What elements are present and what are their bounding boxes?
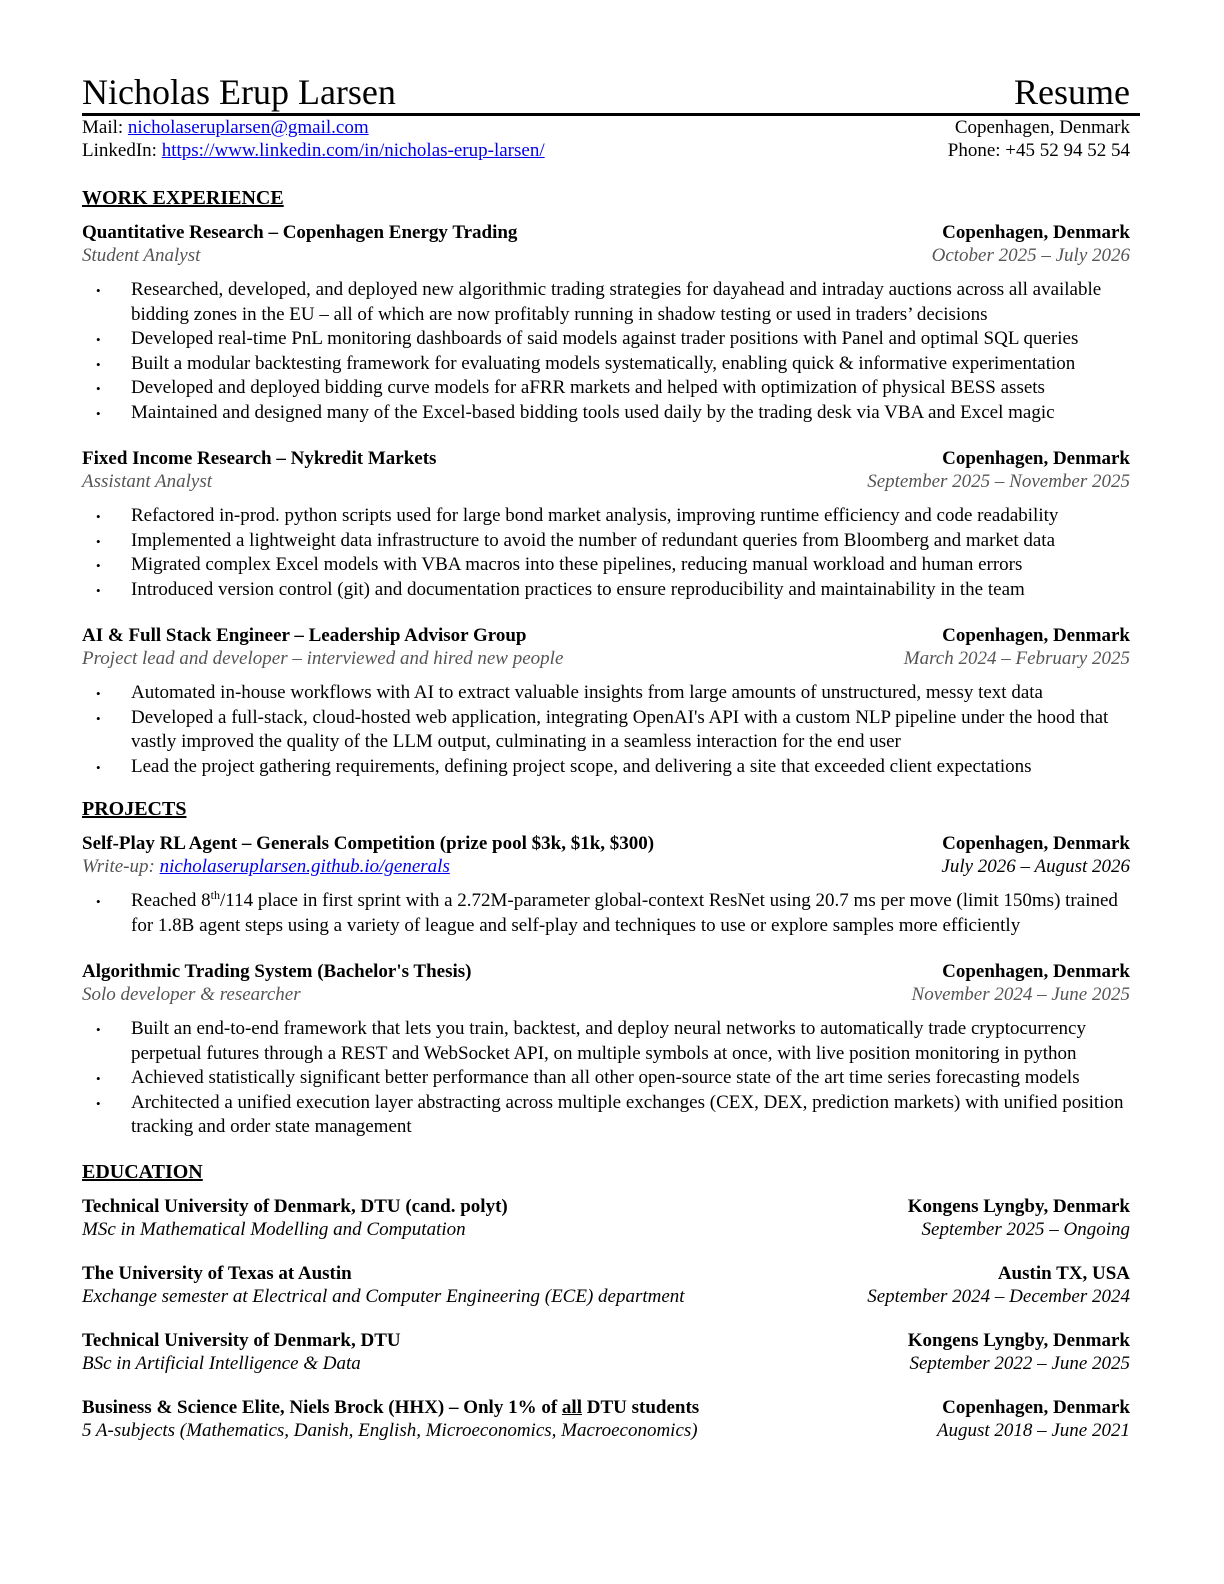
- education-entry: [82, 1195, 1130, 1241]
- education-dates: September 2024 – December 2024: [867, 1285, 1130, 1307]
- bullet-item: • Automated in-house workflows with AI to extract valuable insights from large amounts of unstructured, messy text data: [82, 681, 1130, 706]
- bullet-item: • Migrated complex Excel models with VBA macros into these pipelines, reducing manual workload and human errors: [82, 553, 1130, 578]
- job-bullets: [82, 504, 1130, 602]
- project-dates: July 2026 – August 2026: [941, 856, 1130, 877]
- section-title-work: WORK EXPERIENCE: [82, 187, 284, 209]
- education-entry: [82, 1329, 1130, 1375]
- job-dates: September 2025 – November 2025: [867, 471, 1130, 492]
- job-role: Project lead and developer – interviewed and hired new people: [82, 648, 564, 669]
- bullet-item: • Maintained and designed many of the Excel-based bidding tools used daily by the trading desk via VBA and Excel magic: [82, 401, 1130, 426]
- bullet-item: • Researched, developed, and deployed new algorithmic trading strategies for dayahead and intraday auctions across all available bidding zones in the EU – all of which are now profitably running in shadow testing or used in traders’ decisions: [82, 278, 1130, 327]
- work-entry: [82, 447, 1130, 602]
- bullet-item: • Developed a full-stack, cloud-hosted web application, integrating OpenAI's API with a custom NLP pipeline under the hood that vastly improved the quality of the LLM output, culminating in a seamless interaction for the end user: [82, 706, 1130, 755]
- degree-name: Exchange semester at Electrical and Computer Engineering (ECE) department: [82, 1285, 685, 1307]
- project-entry: [82, 832, 1130, 938]
- project-bullets: [82, 1017, 1130, 1140]
- mail-contact: [82, 116, 369, 139]
- school-name: Technical University of Denmark, DTU: [82, 1329, 401, 1351]
- job-title: Fixed Income Research – Nykredit Markets: [82, 448, 437, 469]
- bullet-item: • Lead the project gathering requirements, defining project scope, and delivering a site that exceeded client expectations: [82, 755, 1130, 780]
- section-title-education: EDUCATION: [82, 1160, 203, 1183]
- ordinal-suffix: th: [210, 888, 220, 902]
- bullet-item: • Built a modular backtesting framework for evaluating models systematically, enabling quick & informative experimentation: [82, 352, 1130, 377]
- writeup-link[interactable]: nicholaseruplarsen.github.io/generals: [159, 856, 450, 877]
- school-name-pre: Business & Science Elite, Niels Brock (HHX) – Only 1% of: [82, 1396, 562, 1418]
- job-dates: October 2025 – July 2026: [931, 245, 1130, 266]
- contact-row-2: [82, 139, 1130, 162]
- project-location: Copenhagen, Denmark: [942, 833, 1130, 854]
- document-label: Resume: [1014, 72, 1130, 112]
- job-location: Copenhagen, Denmark: [942, 625, 1130, 646]
- education-dates: September 2025 – Ongoing: [921, 1218, 1130, 1240]
- project-bullets: [82, 889, 1130, 938]
- job-title: Quantitative Research – Copenhagen Energy Trading: [82, 222, 518, 243]
- bullet-item: • Refactored in-prod. python scripts used for large bond market analysis, improving runtime efficiency and code readability: [82, 504, 1130, 529]
- education-dates: September 2022 – June 2025: [909, 1352, 1130, 1374]
- bullet-item: • Developed and deployed bidding curve models for aFRR markets and helped with optimization of physical BESS assets: [82, 376, 1130, 401]
- job-bullets: [82, 681, 1130, 779]
- school-name: Technical University of Denmark, DTU (cand. polyt): [82, 1195, 508, 1217]
- linkedin-label: LinkedIn:: [82, 140, 162, 161]
- school-name-post: DTU students: [581, 1396, 700, 1418]
- school-name: The University of Texas at Austin: [82, 1262, 352, 1284]
- work-entry: [82, 221, 1130, 425]
- degree-name: 5 A-subjects (Mathematics, Danish, English, Microeconomics, Macroeconomics): [82, 1419, 698, 1441]
- job-role: Assistant Analyst: [82, 471, 213, 492]
- school-name: [82, 1396, 699, 1419]
- location-text: Copenhagen, Denmark: [954, 117, 1130, 138]
- writeup-label: Write-up:: [82, 856, 160, 877]
- resume-page: [82, 72, 1130, 1463]
- mail-label: Mail:: [82, 117, 128, 138]
- phone-text: Phone: +45 52 94 52 54: [947, 140, 1130, 161]
- job-title: AI & Full Stack Engineer – Leadership Advisor Group: [82, 625, 527, 646]
- job-location: Copenhagen, Denmark: [942, 222, 1130, 243]
- project-dates: November 2024 – June 2025: [911, 984, 1130, 1005]
- job-location: Copenhagen, Denmark: [942, 448, 1130, 469]
- project-writeup: [82, 855, 450, 878]
- school-location: Copenhagen, Denmark: [942, 1396, 1130, 1418]
- project-title: Self-Play RL Agent – Generals Competition (prize pool $3k, $1k, $300): [82, 833, 655, 854]
- bullet-item: • Architected a unified execution layer abstracting across multiple exchanges (CEX, DEX, prediction markets) with unified position tracking and order state management: [82, 1091, 1130, 1140]
- school-location: Kongens Lyngby, Denmark: [907, 1329, 1130, 1351]
- candidate-name: Nicholas Erup Larsen: [82, 72, 396, 112]
- resume-header: [82, 72, 1130, 112]
- project-location: Copenhagen, Denmark: [942, 961, 1130, 982]
- mail-link[interactable]: nicholaseruplarsen@gmail.com: [127, 117, 369, 138]
- job-role: Student Analyst: [82, 245, 201, 266]
- project-role: Solo developer & researcher: [82, 984, 301, 1005]
- linkedin-contact: [82, 139, 545, 162]
- section-title-projects: PROJECTS: [82, 798, 187, 820]
- linkedin-link[interactable]: https://www.linkedin.com/in/nicholas-erup-larsen/: [161, 140, 545, 161]
- job-bullets: [82, 278, 1130, 425]
- work-entry: [82, 624, 1130, 779]
- bullet-item: • Achieved statistically significant better performance than all other open-source state of the art time series forecasting models: [82, 1066, 1130, 1091]
- bullet-item: • Introduced version control (git) and documentation practices to ensure reproducibility and maintainability in the team: [82, 578, 1130, 603]
- school-location: Austin TX, USA: [997, 1262, 1130, 1284]
- bullet-item: • Developed real-time PnL monitoring dashboards of said models against trader positions with Panel and optimal SQL queries: [82, 327, 1130, 352]
- project-title: Algorithmic Trading System (Bachelor's Thesis): [82, 961, 472, 982]
- job-dates: March 2024 – February 2025: [903, 648, 1130, 669]
- bullet-item: [82, 889, 1130, 938]
- bullet-item: • Built an end-to-end framework that lets you train, backtest, and deploy neural networks to automatically trade cryptocurrency perpetual futures through a REST and WebSocket API, on multiple symbols at once, with live position monitoring in python: [82, 1017, 1130, 1066]
- bullet-text-post: /114 place in first sprint with a 2.72M-parameter global-context ResNet using 20.7 ms per move (limit 150ms) trained for 1.8B agent steps using a variety of league and self-play and techniques to use or explore samples more efficiently: [131, 890, 1118, 936]
- bullet-text-pre: Reached 8: [131, 890, 211, 911]
- degree-name: BSc in Artificial Intelligence & Data: [82, 1352, 361, 1374]
- school-name-emphasis: all: [561, 1396, 582, 1418]
- education-entry: [82, 1262, 1130, 1308]
- project-entry: [82, 960, 1130, 1140]
- education-entry: [82, 1396, 1130, 1442]
- school-location: Kongens Lyngby, Denmark: [907, 1195, 1130, 1217]
- degree-name: MSc in Mathematical Modelling and Computation: [82, 1218, 466, 1240]
- contact-row-1: [82, 116, 1130, 139]
- bullet-item: • Implemented a lightweight data infrastructure to avoid the number of redundant queries from Bloomberg and market data: [82, 529, 1130, 554]
- education-dates: August 2018 – June 2021: [936, 1419, 1130, 1441]
